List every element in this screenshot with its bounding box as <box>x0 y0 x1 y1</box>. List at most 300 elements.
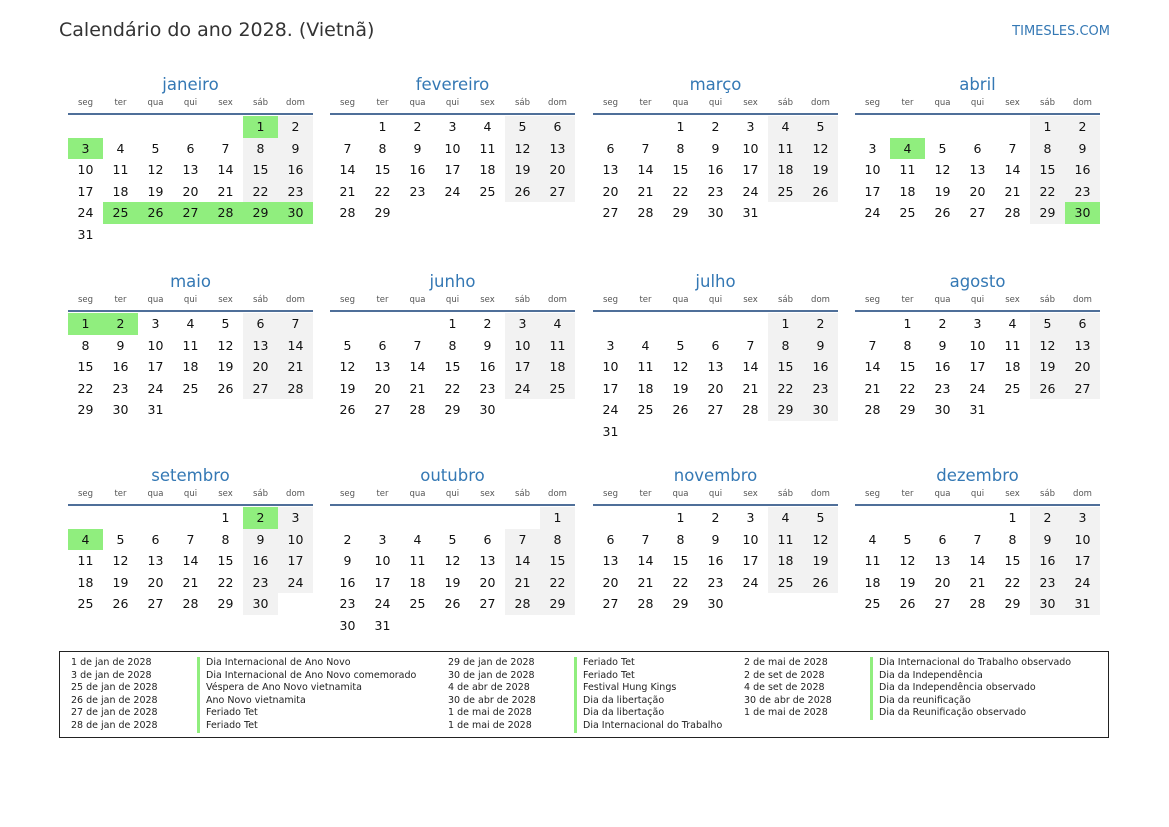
month-agosto <box>855 271 1100 421</box>
empty-cell <box>173 224 208 246</box>
empty-cell <box>995 116 1030 138</box>
day-cell: 21 <box>409 380 426 396</box>
empty-cell <box>435 615 470 637</box>
day-cell: 15 <box>672 162 689 177</box>
day-cell: 30 <box>339 617 356 633</box>
holiday-date: 26 de jan de 2028 <box>71 694 158 706</box>
empty-cell <box>803 593 838 615</box>
day-cell: 16 <box>339 574 356 590</box>
month-setembro <box>68 465 313 615</box>
weekday-label: qui <box>970 295 985 305</box>
weekday-label: sáb <box>514 98 531 108</box>
day-cell: 14 <box>182 553 199 568</box>
day-cell: 17 <box>374 574 391 590</box>
empty-cell <box>435 507 470 529</box>
brand-link[interactable]: TIMESLES.COM <box>1012 24 1110 39</box>
holiday-date: 27 de jan de 2028 <box>71 707 158 719</box>
weekday-header <box>68 98 313 115</box>
weekday-header <box>593 98 838 115</box>
holiday-row <box>448 720 808 733</box>
day-cell: 2 <box>803 313 838 335</box>
day-cell: 17 <box>864 183 881 199</box>
weekday-label: qui <box>708 489 723 499</box>
day-cell: 24 <box>742 183 759 199</box>
day-cell: 5 <box>505 116 540 138</box>
day-cell: 13 <box>374 359 391 374</box>
day-cell: 22 <box>217 574 234 590</box>
day-cell: 25 <box>103 202 138 224</box>
week-row <box>330 138 575 160</box>
day-cell: 22 <box>899 380 916 396</box>
day-cell: 12 <box>899 553 916 568</box>
empty-cell <box>1030 399 1065 421</box>
holiday-row <box>71 682 431 695</box>
day-cell: 3 <box>746 119 755 134</box>
week-row <box>593 529 838 551</box>
holiday-row <box>71 670 431 683</box>
day-cell: 22 <box>672 574 689 590</box>
holiday-row <box>71 657 431 670</box>
day-cell: 12 <box>339 359 356 374</box>
day-cell: 23 <box>934 380 951 396</box>
empty-cell <box>208 399 243 421</box>
day-cell: 16 <box>934 359 951 374</box>
day-cell: 28 <box>339 205 356 220</box>
day-cell: 6 <box>186 140 195 156</box>
day-cell: 10 <box>969 337 986 353</box>
day-cell: 27 <box>934 596 951 611</box>
empty-cell <box>400 313 435 335</box>
weekday-label: qui <box>183 98 198 108</box>
weekday-header <box>593 295 838 312</box>
day-cell: 7 <box>221 140 230 156</box>
weekday-label: seg <box>864 295 881 305</box>
day-cell: 27 <box>707 402 724 417</box>
day-cell: 19 <box>934 183 951 199</box>
day-cell: 25 <box>182 380 199 396</box>
weekday-label: seg <box>602 295 619 305</box>
day-cell: 6 <box>606 531 615 547</box>
day-cell: 18 <box>637 380 654 396</box>
day-cell: 1 <box>448 316 457 331</box>
day-cell: 12 <box>672 359 689 374</box>
week-row <box>855 313 1100 335</box>
empty-cell <box>243 399 278 421</box>
day-cell: 28 <box>409 402 426 417</box>
day-cell: 4 <box>413 531 422 547</box>
day-cell: 14 <box>969 553 986 568</box>
day-cell: 13 <box>540 138 575 160</box>
day-cell: 2 <box>711 510 720 525</box>
weekday-label: qui <box>445 489 460 499</box>
day-cell: 1 <box>768 313 803 335</box>
weekday-label: dom <box>811 98 830 108</box>
week-row <box>330 159 575 181</box>
day-cell: 10 <box>444 140 461 156</box>
weekday-label: dom <box>286 295 305 305</box>
day-cell: 5 <box>448 531 457 547</box>
day-cell: 9 <box>243 529 278 551</box>
day-cell: 11 <box>864 553 881 568</box>
day-cell: 31 <box>147 402 164 417</box>
day-cell: 5 <box>676 337 685 353</box>
day-cell: 31 <box>742 205 759 220</box>
weekday-label: qui <box>708 295 723 305</box>
weekday-header <box>855 295 1100 312</box>
day-cell: 15 <box>540 550 575 572</box>
week-row <box>593 138 838 160</box>
day-cell: 17 <box>602 380 619 396</box>
day-cell: 22 <box>77 380 94 396</box>
month-name: abril <box>959 75 996 94</box>
day-cell: 20 <box>243 356 278 378</box>
empty-cell <box>628 421 663 443</box>
week-row <box>855 181 1100 203</box>
day-cell: 25 <box>409 596 426 611</box>
day-cell: 19 <box>803 550 838 572</box>
weekday-label: ter <box>901 295 914 305</box>
week-row <box>855 138 1100 160</box>
day-cell: 28 <box>742 402 759 417</box>
empty-cell <box>208 116 243 138</box>
weekday-label: sex <box>218 489 233 499</box>
empty-cell <box>960 507 995 529</box>
empty-cell <box>103 116 138 138</box>
day-cell: 25 <box>768 181 803 203</box>
week-row <box>330 313 575 335</box>
day-cell: 16 <box>409 162 426 177</box>
day-cell: 9 <box>278 138 313 160</box>
weekday-label: seg <box>77 295 94 305</box>
day-cell: 25 <box>899 205 916 220</box>
empty-cell <box>855 313 890 335</box>
month-novembro <box>593 465 838 615</box>
weekday-header <box>593 489 838 506</box>
holiday-name: Véspera de Ano Novo vietnamita <box>197 682 362 695</box>
day-cell: 26 <box>803 572 838 594</box>
day-cell: 8 <box>903 337 912 353</box>
day-cell: 5 <box>938 140 947 156</box>
day-cell: 11 <box>1004 337 1021 353</box>
day-cell: 19 <box>1030 356 1065 378</box>
day-cell: 15 <box>217 553 234 568</box>
day-cell: 18 <box>409 574 426 590</box>
day-cell: 16 <box>1030 550 1065 572</box>
day-cell: 15 <box>243 159 278 181</box>
empty-cell <box>470 615 505 637</box>
holiday-date: 1 de mai de 2028 <box>448 707 532 719</box>
empty-cell <box>803 202 838 224</box>
week-row <box>330 181 575 203</box>
day-cell: 10 <box>742 531 759 547</box>
weekday-label: dom <box>548 295 567 305</box>
week-row <box>68 550 313 572</box>
day-cell: 9 <box>803 335 838 357</box>
day-cell: 13 <box>602 553 619 568</box>
day-cell: 4 <box>768 507 803 529</box>
day-cell: 18 <box>479 162 496 177</box>
weekday-header <box>330 295 575 312</box>
weekday-label: sáb <box>1039 98 1056 108</box>
day-cell: 5 <box>343 337 352 353</box>
week-row <box>330 550 575 572</box>
day-cell: 18 <box>768 550 803 572</box>
weekday-label: qua <box>147 98 164 108</box>
holiday-row <box>744 682 1104 695</box>
day-cell: 12 <box>1030 335 1065 357</box>
day-cell: 9 <box>1065 138 1100 160</box>
day-cell: 2 <box>483 316 492 331</box>
day-cell: 23 <box>479 380 496 396</box>
day-cell: 3 <box>505 313 540 335</box>
day-cell: 6 <box>938 531 947 547</box>
day-cell: 11 <box>112 162 129 177</box>
week-row <box>68 335 313 357</box>
day-cell: 18 <box>182 359 199 374</box>
day-cell: 26 <box>217 380 234 396</box>
day-cell: 31 <box>374 617 391 633</box>
day-cell: 11 <box>77 553 94 568</box>
week-row <box>593 202 838 224</box>
day-cell: 26 <box>444 596 461 611</box>
day-cell: 6 <box>1065 313 1100 335</box>
empty-cell <box>628 313 663 335</box>
day-cell: 29 <box>1004 596 1021 611</box>
day-cell: 2 <box>103 313 138 335</box>
empty-cell <box>733 313 768 335</box>
day-cell: 1 <box>68 313 103 335</box>
month-maio <box>68 271 313 421</box>
empty-cell <box>698 421 733 443</box>
holiday-row <box>71 695 431 708</box>
holiday-date: 30 de abr de 2028 <box>744 694 832 706</box>
week-row <box>855 529 1100 551</box>
week-row <box>593 507 838 529</box>
day-cell: 22 <box>1004 574 1021 590</box>
week-row <box>330 615 575 637</box>
day-cell: 28 <box>208 202 243 224</box>
day-cell: 23 <box>1030 572 1065 594</box>
weekday-label: sáb <box>777 295 794 305</box>
day-cell: 10 <box>864 162 881 177</box>
week-row <box>330 116 575 138</box>
holiday-date: 2 de mai de 2028 <box>744 657 828 668</box>
day-cell: 12 <box>217 337 234 353</box>
empty-cell <box>593 507 628 529</box>
empty-cell <box>138 116 173 138</box>
week-row <box>68 399 313 421</box>
weekday-label: sáb <box>1039 489 1056 499</box>
day-cell: 23 <box>707 574 724 590</box>
day-cell: 8 <box>221 531 230 547</box>
day-cell: 8 <box>1008 531 1017 547</box>
month-name: julho <box>695 272 736 291</box>
day-cell: 23 <box>707 183 724 199</box>
week-row <box>68 529 313 551</box>
day-cell: 7 <box>413 337 422 353</box>
empty-cell <box>663 313 698 335</box>
weekday-header <box>68 489 313 506</box>
weekday-label: seg <box>602 98 619 108</box>
week-row <box>68 116 313 138</box>
week-row <box>68 572 313 594</box>
holiday-date: 29 de jan de 2028 <box>448 657 535 668</box>
day-cell: 4 <box>116 140 125 156</box>
day-cell: 1 <box>676 510 685 525</box>
day-cell: 19 <box>672 380 689 396</box>
weekday-label: qui <box>708 98 723 108</box>
month-name: dezembro <box>936 466 1019 485</box>
day-cell: 10 <box>374 553 391 568</box>
weekday-label: qui <box>970 98 985 108</box>
holiday-row <box>744 695 1104 708</box>
day-cell: 4 <box>768 116 803 138</box>
day-cell: 3 <box>973 316 982 331</box>
day-cell: 29 <box>77 402 94 417</box>
weekday-label: dom <box>811 489 830 499</box>
day-cell: 24 <box>602 402 619 417</box>
empty-cell <box>173 116 208 138</box>
day-cell: 24 <box>505 378 540 400</box>
empty-cell <box>505 399 540 421</box>
day-cell: 19 <box>147 183 164 199</box>
day-cell: 7 <box>1008 140 1017 156</box>
weekday-label: qua <box>409 489 426 499</box>
empty-cell <box>330 116 365 138</box>
day-cell: 14 <box>637 553 654 568</box>
weekday-label: qui <box>183 489 198 499</box>
holiday-date: 28 de jan de 2028 <box>71 719 158 731</box>
day-cell: 29 <box>374 205 391 220</box>
day-cell: 23 <box>409 183 426 199</box>
day-cell: 24 <box>969 380 986 396</box>
day-cell: 7 <box>973 531 982 547</box>
day-cell: 18 <box>864 574 881 590</box>
day-cell: 15 <box>374 162 391 177</box>
empty-cell <box>103 224 138 246</box>
day-cell: 28 <box>969 596 986 611</box>
holiday-date: 2 de set de 2028 <box>744 669 825 681</box>
day-cell: 30 <box>1065 202 1100 224</box>
week-row <box>68 181 313 203</box>
week-row <box>330 529 575 551</box>
month-name: maio <box>170 272 211 291</box>
day-cell: 19 <box>339 380 356 396</box>
day-cell: 3 <box>151 316 160 331</box>
day-cell: 20 <box>602 183 619 199</box>
day-cell: 26 <box>934 205 951 220</box>
week-row <box>330 572 575 594</box>
day-cell: 13 <box>969 162 986 177</box>
weekday-label: dom <box>1073 98 1092 108</box>
holiday-date: 1 de mai de 2028 <box>744 707 828 719</box>
day-cell: 12 <box>147 162 164 177</box>
day-cell: 24 <box>147 380 164 396</box>
month-name: setembro <box>151 466 230 485</box>
month-name: junho <box>429 272 476 291</box>
day-cell: 31 <box>602 423 619 439</box>
weekday-label: sáb <box>514 295 531 305</box>
day-cell: 24 <box>1065 572 1100 594</box>
day-cell: 7 <box>868 337 877 353</box>
day-cell: 21 <box>969 574 986 590</box>
day-cell: 2 <box>711 119 720 134</box>
weekday-label: sáb <box>777 489 794 499</box>
weekday-label: sex <box>743 295 758 305</box>
day-cell: 23 <box>339 596 356 611</box>
day-cell: 16 <box>278 159 313 181</box>
day-cell: 20 <box>374 380 391 396</box>
holiday-row <box>71 707 431 720</box>
day-cell: 24 <box>278 572 313 594</box>
day-cell: 4 <box>186 316 195 331</box>
empty-cell <box>68 507 103 529</box>
holiday-date: 1 de jan de 2028 <box>71 657 152 668</box>
holiday-name: Dia da Independência <box>870 670 983 683</box>
day-cell: 22 <box>768 378 803 400</box>
weekday-label: sex <box>1005 98 1020 108</box>
weekday-label: ter <box>639 295 652 305</box>
day-cell: 13 <box>182 162 199 177</box>
day-cell: 19 <box>444 574 461 590</box>
day-cell: 16 <box>803 356 838 378</box>
day-cell: 17 <box>742 553 759 568</box>
weekday-label: sex <box>743 489 758 499</box>
day-cell: 8 <box>676 531 685 547</box>
day-cell: 10 <box>505 335 540 357</box>
day-cell: 22 <box>540 572 575 594</box>
day-cell: 13 <box>707 359 724 374</box>
week-row <box>855 399 1100 421</box>
weekday-label: sáb <box>1039 295 1056 305</box>
day-cell: 9 <box>711 531 720 547</box>
day-cell: 29 <box>217 596 234 611</box>
weekday-label: ter <box>114 489 127 499</box>
day-cell: 1 <box>221 510 230 525</box>
week-row <box>855 550 1100 572</box>
day-cell: 23 <box>278 181 313 203</box>
weekday-label: qua <box>934 489 951 499</box>
day-cell: 24 <box>742 574 759 590</box>
day-cell: 16 <box>707 553 724 568</box>
week-row <box>593 313 838 335</box>
weekday-label: sáb <box>514 489 531 499</box>
weekday-label: dom <box>1073 295 1092 305</box>
day-cell: 11 <box>479 140 496 156</box>
day-cell: 10 <box>742 140 759 156</box>
holiday-row <box>744 657 1104 670</box>
holiday-name: Dia Internacional de Ano Novo <box>197 657 351 670</box>
day-cell: 1 <box>1008 510 1017 525</box>
day-cell: 14 <box>409 359 426 374</box>
weekday-label: dom <box>548 98 567 108</box>
weekday-label: qui <box>183 295 198 305</box>
day-cell: 5 <box>903 531 912 547</box>
weekday-label: sex <box>218 295 233 305</box>
day-cell: 27 <box>969 205 986 220</box>
month-fevereiro <box>330 74 575 224</box>
weekday-label: qua <box>672 98 689 108</box>
weekday-label: dom <box>811 295 830 305</box>
day-cell: 26 <box>803 181 838 203</box>
week-row <box>330 202 575 224</box>
week-row <box>68 159 313 181</box>
holiday-date: 30 de abr de 2028 <box>448 694 536 706</box>
day-cell: 14 <box>1004 162 1021 177</box>
day-cell: 2 <box>413 119 422 134</box>
day-cell: 11 <box>409 553 426 568</box>
day-cell: 5 <box>803 507 838 529</box>
